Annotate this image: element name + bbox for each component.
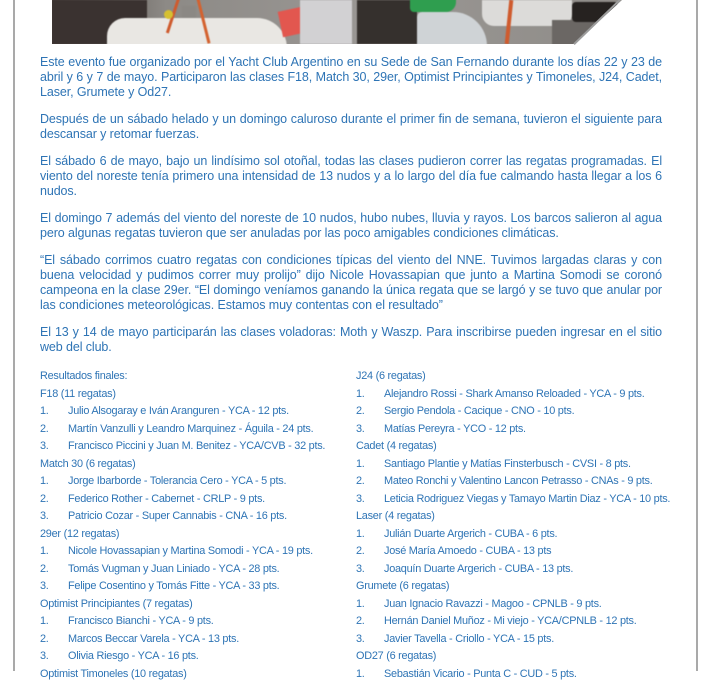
rank-number: 2. [356, 613, 384, 631]
result-entry [356, 456, 662, 474]
result-text: Matías Pereyra - YCO - 12 pts. [384, 421, 526, 439]
rank-number: 1. [356, 596, 384, 614]
class-header: Optimist Principiantes (7 regatas) [40, 596, 356, 614]
rank-number: 2. [40, 561, 68, 579]
class-header: Match 30 (6 regatas) [40, 456, 356, 474]
photo-shape [572, 2, 618, 22]
result-text: Jorge Ibarborde - Tolerancia Cero - YCA - 5 pts. [68, 473, 286, 491]
rank-number: 3. [40, 578, 68, 596]
result-text: Sergio Pendola - Cacique - CNO - 10 pts. [384, 403, 574, 421]
page-border-right [696, 0, 698, 671]
result-text: Leticia Rodriguez Viegas y Tamayo Martin Diaz - YCA - 10 pts. [384, 491, 670, 509]
paragraph: El domingo 7 además del viento del noreste de 10 nudos, hubo nubes, lluvia y rayos. Los barcos salieron al agua pero algunas regatas tuvieron que ser anuladas por las poco amigables condiciones climáticas. [40, 211, 662, 241]
class-header: Grumete (6 regatas) [356, 578, 662, 596]
photo-shape [417, 12, 487, 44]
result-entry [356, 403, 662, 421]
photo-abstract [52, 0, 622, 44]
result-text: Felipe Cosentino y Tomás Fitte - YCA - 33 pts. [68, 578, 279, 596]
rank-number: 2. [40, 491, 68, 509]
rank-number: 2. [356, 543, 384, 561]
result-text: Javier Tavella - Criollo - YCA - 15 pts. [384, 631, 554, 649]
rank-number: 2. [40, 631, 68, 649]
article [40, 55, 662, 683]
result-text: Martín Vanzulli y Leandro Marquinez - Águila - 24 pts. [68, 421, 313, 439]
results-right-column [356, 368, 662, 683]
result-entry [356, 543, 662, 561]
rank-number: 3. [40, 648, 68, 666]
rank-number: 1. [356, 456, 384, 474]
class-header: Optimist Timoneles (10 regatas) [40, 666, 356, 683]
result-text: Julio Alsogaray e Iván Aranguren - YCA - 12 pts. [68, 403, 289, 421]
result-text: Joaquín Duarte Argerich - CUBA - 13 pts. [384, 561, 573, 579]
result-entry [356, 596, 662, 614]
result-text: Santiago Plantie y Matías Finsterbusch - CVSI - 8 pts. [384, 456, 631, 474]
paragraph: El sábado 6 de mayo, bajo un lindísimo sol otoñal, todas las clases pudieron correr las regatas programadas. El viento del noreste tenía primero una intensidad de 13 nudos y a lo largo del día fue calmando hasta llegar a los 6 nudos. [40, 154, 662, 199]
result-entry [356, 421, 662, 439]
result-entry [40, 421, 356, 439]
result-entry [40, 561, 356, 579]
class-header: 29er (12 regatas) [40, 526, 356, 544]
result-text: Julián Duarte Argerich - CUBA - 6 pts. [384, 526, 557, 544]
rank-number: 3. [40, 508, 68, 526]
result-entry [356, 386, 662, 404]
result-entry [356, 526, 662, 544]
rank-number: 1. [356, 526, 384, 544]
photo-shape [410, 0, 456, 12]
result-text: Federico Rother - Cabernet - CRLP - 9 pts. [68, 491, 265, 509]
result-text: Mateo Ronchi y Valentino Lancon Petrasso - CNAs - 9 pts. [384, 473, 653, 491]
result-entry [356, 666, 662, 683]
photo-shape [107, 18, 287, 44]
rank-number: 2. [356, 473, 384, 491]
result-text: Hernán Daniel Muñoz - Mi viejo - YCA/CPNLB - 12 pts. [384, 613, 637, 631]
photo-shape [357, 0, 417, 44]
rank-number: 1. [356, 386, 384, 404]
photo-shape [182, 6, 196, 18]
regatta-photo [52, 0, 622, 44]
rank-number: 3. [356, 631, 384, 649]
result-entry [40, 438, 356, 456]
rank-number: 1. [40, 403, 68, 421]
class-header: F18 (11 regatas) [40, 386, 356, 404]
result-entry [40, 473, 356, 491]
result-entry [40, 491, 356, 509]
result-text: Nicole Hovassapian y Martina Somodi - YCA - 19 pts. [68, 543, 313, 561]
result-entry [40, 403, 356, 421]
result-entry [356, 561, 662, 579]
page-border-left [13, 0, 15, 671]
result-text: Patricio Cozar - Super Cannabis - CNA - 16 pts. [68, 508, 287, 526]
rank-number: 3. [40, 438, 68, 456]
result-text: Olivia Riesgo - YCA - 16 pts. [68, 648, 199, 666]
rank-number: 3. [356, 421, 384, 439]
result-entry [40, 631, 356, 649]
result-text: Francisco Piccini y Juan M. Benitez - YCA/CVB - 32 pts. [68, 438, 325, 456]
result-entry [356, 613, 662, 631]
result-entry [356, 491, 662, 509]
result-text: Tomás Vugman y Juan Liniado - YCA - 28 pts. [68, 561, 279, 579]
result-entry [356, 473, 662, 491]
rank-number: 1. [40, 543, 68, 561]
result-entry [40, 648, 356, 666]
result-entry [40, 578, 356, 596]
class-header: OD27 (6 regatas) [356, 648, 662, 666]
result-text: Alejandro Rossi - Shark Amanso Reloaded - YCA - 9 pts. [384, 386, 645, 404]
result-text: Juan Ignacio Ravazzi - Magoo - CPNLB - 9 pts. [384, 596, 602, 614]
results-left-column [40, 368, 356, 683]
result-text: José María Amoedo - CUBA - 13 pts [384, 543, 551, 561]
result-entry [40, 613, 356, 631]
result-entry [356, 631, 662, 649]
results-title: Resultados finales: [40, 368, 356, 386]
result-entry [40, 508, 356, 526]
rank-number: 1. [40, 613, 68, 631]
rank-number: 2. [40, 421, 68, 439]
result-text: Marcos Beccar Varela - YCA - 13 pts. [68, 631, 239, 649]
rank-number: 3. [356, 561, 384, 579]
paragraph: Este evento fue organizado por el Yacht Club Argentino en su Sede de San Fernando durante los días 22 y 23 de abril y 6 y 7 de mayo. Participaron las clases F18, Match 30, 29er, Optimist Principiantes y Timoneles, J24, Cadet, Laser, Grumete y Od27. [40, 55, 662, 100]
result-text: Francisco Bianchi - YCA - 9 pts. [68, 613, 214, 631]
rank-number: 3. [356, 491, 384, 509]
final-results [40, 368, 662, 683]
rank-number: 1. [356, 666, 384, 683]
result-entry [40, 543, 356, 561]
class-header: J24 (6 regatas) [356, 368, 662, 386]
result-text: Sebastián Vicario - Punta C - CUD - 5 pts. [384, 666, 577, 683]
rank-number: 2. [356, 403, 384, 421]
paragraph: “El sábado corrimos cuatro regatas con condiciones típicas del viento del NNE. Tuvimos largadas claras y con buena velocidad y pudimos correr muy prolijo” dijo Nicole Hovassapian que junto a Martina Somodi se coronó campeona en la clase 29er. “El domingo veníamos ganando la única regata que se largó y se tuvo que anular por las condiciones meteorológicas. Estamos muy contentas con el resultado” [40, 253, 662, 313]
paragraph: El 13 y 14 de mayo participarán las clases voladoras: Moth y Waszp. Para inscribirse pueden ingresar en el sitio web del club. [40, 325, 662, 355]
photo-shape [300, 0, 352, 44]
rank-number: 1. [40, 473, 68, 491]
photo-shape [164, 10, 173, 19]
paragraph: Después de un sábado helado y un domingo caluroso durante el primer fin de semana, tuvieron el siguiente para descansar y retomar fuerzas. [40, 112, 662, 142]
class-header: Cadet (4 regatas) [356, 438, 662, 456]
class-header: Laser (4 regatas) [356, 508, 662, 526]
